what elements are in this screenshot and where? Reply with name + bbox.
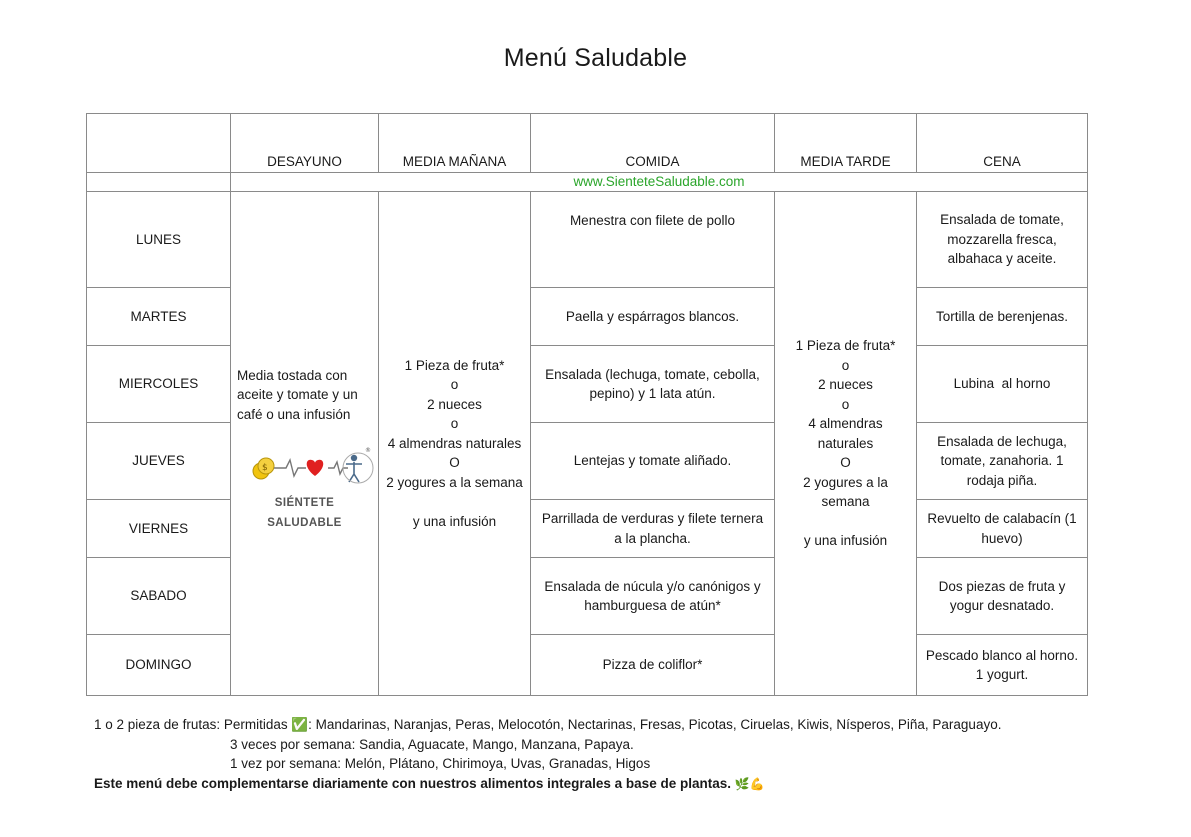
- person-icon: [346, 455, 362, 482]
- header-media-manana: MEDIA MAÑANA: [379, 114, 531, 173]
- header-empty: [87, 114, 231, 173]
- snack-line: o: [841, 357, 850, 373]
- pulse-line-icon: [274, 460, 306, 476]
- day-label: MARTES: [87, 288, 231, 346]
- day-label: SABADO: [87, 558, 231, 635]
- snack-line-blank: [385, 492, 524, 512]
- breakfast-cell: [231, 192, 379, 696]
- day-label: DOMINGO: [87, 635, 231, 696]
- comida-cell: Paella y espárragos blancos.: [531, 288, 775, 346]
- day-label: LUNES: [87, 192, 231, 288]
- coins-icon: [253, 458, 274, 479]
- media-manana-cell: [379, 192, 531, 696]
- snack-line: o: [450, 416, 459, 432]
- header-comida: COMIDA: [531, 114, 775, 173]
- snack-line: 1 Pieza de fruta*: [404, 357, 505, 373]
- comida-cell: Parrillada de verduras y filete ternera a la plancha.: [531, 500, 775, 558]
- cena-cell: Dos piezas de fruta y yogur desnatado.: [917, 558, 1088, 635]
- cena-cell: Pescado blanco al horno. 1 yogurt.: [917, 635, 1088, 696]
- header-cena: CENA: [917, 114, 1088, 173]
- snack-line: 2 yogures a la semana: [386, 474, 523, 490]
- media-tarde-cell: [775, 192, 917, 696]
- snack-line: o: [450, 377, 459, 393]
- header-media-tarde: MEDIA TARDE: [775, 114, 917, 173]
- note-fruit-allowed: 1 o 2 pieza de frutas: Permitidas ✅: Mandarinas, Naranjas, Peras, Melocotón, Nectarinas, Fresas, Picotas, Ciruelas, Kiwis, Nísperos, Piña, Paraguayo.: [94, 717, 1002, 732]
- snack-line: 4 almendras naturales: [808, 416, 883, 451]
- header-row: [87, 114, 1088, 173]
- snack-line: o: [841, 396, 850, 412]
- svg-text:$: $: [261, 463, 268, 474]
- day-row-lunes: [87, 192, 1088, 288]
- snack-line: 2 nueces: [427, 396, 482, 412]
- notes-section: [94, 715, 1154, 794]
- day-label: JUEVES: [87, 423, 231, 500]
- pulse-line-icon-2: [328, 462, 348, 474]
- comida-cell: Ensalada de núcula y/o canónigos y hamburguesa de atún*: [531, 558, 775, 635]
- snack-line: O: [449, 455, 460, 471]
- note-three-times: 3 veces por semana: Sandia, Aguacate, Mango, Manzana, Papaya.: [230, 736, 634, 752]
- snack-line: 1 Pieza de fruta*: [795, 338, 896, 354]
- snack-line: y una infusión: [803, 533, 888, 549]
- website-link[interactable]: www.SienteteSaludable.com: [573, 174, 745, 189]
- header-desayuno: DESAYUNO: [231, 114, 379, 173]
- website-empty-cell: [87, 173, 231, 192]
- page-title: Menú Saludable: [503, 44, 688, 72]
- snack-line-blank: [781, 512, 910, 532]
- cena-cell: Ensalada de lechuga, tomate, zanahoria. 1 rodaja piña.: [917, 423, 1088, 500]
- snack-line: O: [840, 455, 851, 471]
- note-once-week: 1 vez por semana: Melón, Plátano, Chirimoya, Uvas, Granadas, Higos: [230, 756, 651, 771]
- note-complement-text: Este menú debe complementarse diariamente con nuestros alimentos integrales a base de plantas.: [94, 775, 731, 791]
- logo-text: SIÉNTETE SALUDABLE: [267, 497, 342, 529]
- menu-table: [86, 113, 1088, 696]
- breakfast-text: Media tostada con aceite y tomate y un café o una infusión: [237, 367, 358, 422]
- cena-cell: Revuelto de calabacín (1 huevo): [917, 500, 1088, 558]
- website-row: [87, 173, 1088, 192]
- comida-cell: Menestra con filete de pollo: [531, 192, 775, 288]
- siente-saludable-logo: [240, 446, 370, 490]
- cena-cell: Tortilla de berenjenas.: [917, 288, 1088, 346]
- snack-line: y una infusión: [412, 513, 497, 529]
- cena-cell: Lubina al horno: [917, 346, 1088, 423]
- plant-muscle-icon: 🌿💪: [734, 776, 765, 791]
- comida-cell: Pizza de coliflor*: [531, 635, 775, 696]
- website-cell: [231, 173, 1088, 192]
- day-label: VIERNES: [87, 500, 231, 558]
- snack-line: 4 almendras naturales: [387, 435, 522, 451]
- day-label: MIERCOLES: [87, 346, 231, 423]
- cena-cell: Ensalada de tomate, mozzarella fresca, albahaca y aceite.: [917, 192, 1088, 288]
- registered-mark: ®: [364, 447, 371, 455]
- note-complement: [94, 774, 1154, 795]
- snack-line: 2 yogures a la semana: [803, 474, 888, 510]
- snack-line: 2 nueces: [818, 377, 873, 393]
- comida-cell: Ensalada (lechuga, tomate, cebolla, pepino) y 1 lata atún.: [531, 346, 775, 423]
- heart-icon: [306, 460, 323, 476]
- comida-cell: Lentejas y tomate aliñado.: [531, 423, 775, 500]
